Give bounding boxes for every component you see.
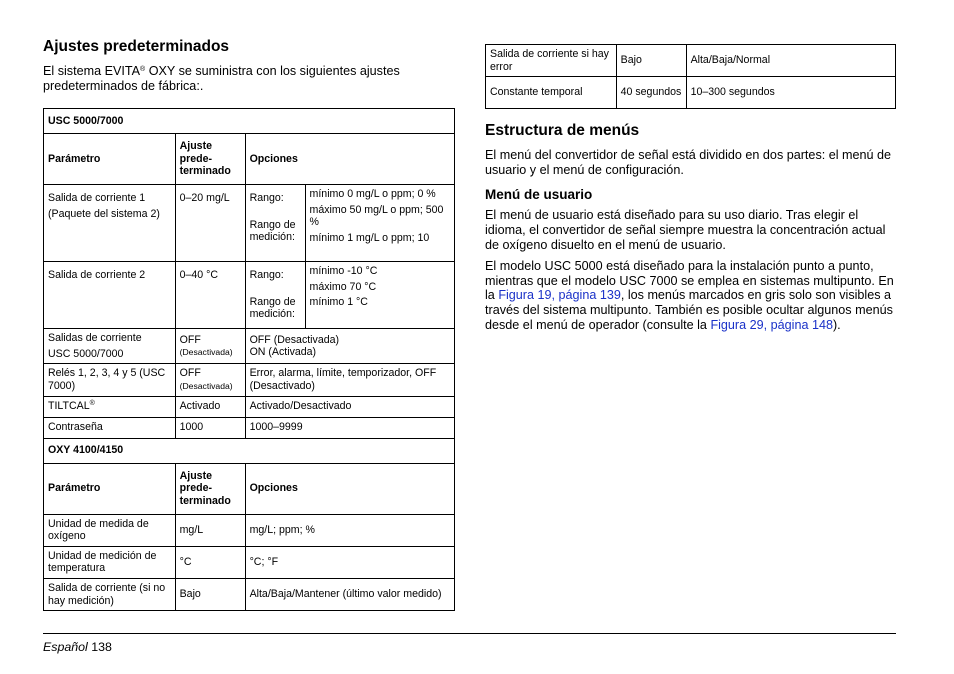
table-row: Salida de corriente (si no hay medición) Bajo Alta/Baja/Mantener (último valor medido): [44, 578, 455, 610]
usc-header-row: [44, 134, 455, 185]
table-row: Unidad de medición de temperatura °C °C; °F: [44, 546, 455, 578]
defaults-heading: Ajustes predeterminados: [43, 38, 230, 55]
defaults-table: [43, 108, 455, 611]
defaults-table-continued: [485, 44, 896, 109]
header-options: Opciones: [245, 134, 454, 185]
figure-29-link[interactable]: Figura 29, página 148: [710, 317, 833, 332]
defaults-intro: El sistema EVITA® OXY se suministra con los siguientes ajustes predeterminados de fábrica:.: [43, 64, 400, 93]
user-menu-paragraph: El menú de usuario está diseñado para su uso diario. Tras elegir el idioma, el convertidor de señal siempre muestra la concentración actual de oxígeno disuelto en el menú de usuario.: [485, 208, 886, 252]
table-row: Salida de corriente si hay error Bajo Alta/Baja/Normal: [486, 45, 896, 77]
user-menu-heading: Menú de usuario: [485, 187, 593, 203]
header-param: Parámetro: [44, 134, 176, 185]
table-row: Relés 1, 2, 3, 4 y 5 (USC 7000) OFF (Desactivada) Error, alarma, límite, temporizador, OFF (Desactivado): [44, 364, 455, 396]
figure-19-link[interactable]: Figura 19, página 139: [498, 288, 621, 303]
table-row: Salidas de corriente USC 5000/7000 OFF (Desactivada) OFF (Desactivada) ON (Activada): [44, 329, 455, 364]
footer-language: Español: [43, 640, 88, 654]
usc-title-row: [44, 109, 455, 134]
multipoint-paragraph: El modelo USC 5000 está diseñado para la instalación punto a punto, mientras que el modelo USC 7000 se emplea en sistemas multipunto. En la Figura 19, página 139, los menús marcados en gris solo son visibles a través del sistema multipunto. También es posible ocultar algunos menús desde el menú de operador (consulte la Figura 29, página 148).: [485, 259, 894, 332]
table-row: TILTCAL® Activado Activado/Desactivado: [44, 396, 455, 417]
table-row: Salida de corriente 1 (Paquete del sistema 2) 0–20 mg/L Rango: Rango de medición: mínimo 0 mg/L o ppm; 0 % máximo 50 mg/L o ppm; 500 % mínimo 1 mg/L o ppm; 10: [44, 185, 455, 262]
table-row: Unidad de medida de oxígeno mg/L mg/L; ppm; %: [44, 514, 455, 546]
oxy-title: OXY 4100/4150: [44, 438, 455, 463]
table-row: Salida de corriente 2 0–40 °C Rango: Rango de medición: mínimo -10 °C máximo 70 °C mínimo 1 °C: [44, 262, 455, 329]
menu-structure-paragraph: El menú del convertidor de señal está dividido en dos partes: el menú de usuario y el menú de configuración.: [485, 148, 892, 177]
left-column: [43, 38, 455, 611]
table-row: Constante temporal 40 segundos 10–300 segundos: [486, 77, 896, 109]
table-row: Contraseña 1000 1000–9999: [44, 417, 455, 438]
menu-structure-heading: Estructura de menús: [485, 122, 640, 140]
oxy-header-row: Parámetro Ajuste prede-terminado Opciones: [44, 463, 455, 514]
page-footer: [43, 640, 112, 654]
page-number: 138: [91, 640, 112, 654]
right-column: [485, 44, 896, 338]
footer-divider: [43, 633, 896, 634]
usc-title: USC 5000/7000: [44, 109, 455, 134]
oxy-title-row: [44, 438, 455, 463]
header-default: Ajuste prede-terminado: [175, 134, 245, 185]
